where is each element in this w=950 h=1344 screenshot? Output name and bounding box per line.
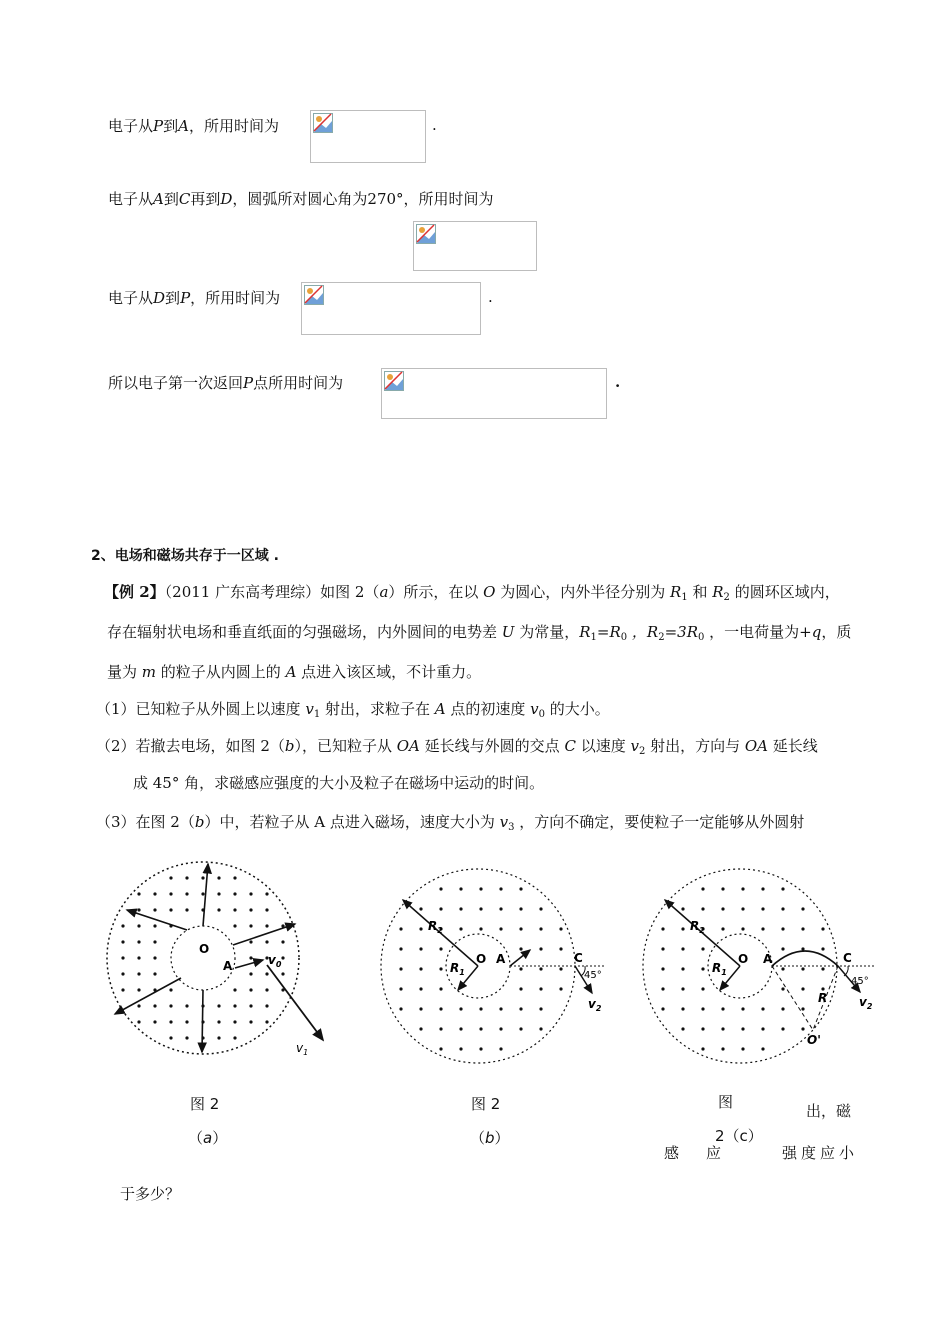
field-dot bbox=[169, 892, 172, 895]
field-dot bbox=[233, 892, 236, 895]
field-dot bbox=[249, 1004, 252, 1007]
field-dot bbox=[185, 908, 188, 911]
field-dot bbox=[439, 1047, 442, 1050]
field-dot bbox=[701, 887, 704, 890]
example-line-2: 存在辐射状电场和垂直纸面的匀强磁场，内外圆间的电势差 U 为常量，$R_1=R_0$ ，$R_2=3R_0$ ，一电荷量为+q，质 bbox=[107, 623, 852, 643]
question-3-cont-2c: 强度应小 bbox=[782, 1144, 859, 1162]
field-dot bbox=[137, 1020, 140, 1023]
field-dot bbox=[419, 967, 422, 970]
field-dot bbox=[233, 924, 236, 927]
field-dot bbox=[741, 927, 744, 930]
field-dot bbox=[479, 1007, 482, 1010]
field-dot bbox=[137, 956, 140, 959]
field-dot bbox=[137, 972, 140, 975]
field-dot bbox=[519, 1007, 522, 1010]
field-dot bbox=[201, 892, 204, 895]
period-3: . bbox=[488, 288, 493, 306]
field-dot bbox=[781, 907, 784, 910]
field-dot bbox=[439, 1007, 442, 1010]
label-C: C bbox=[843, 951, 852, 965]
field-dot bbox=[459, 1027, 462, 1030]
period-4: . bbox=[615, 373, 621, 391]
field-dot bbox=[801, 1007, 804, 1010]
field-dot bbox=[761, 907, 764, 910]
question-3-cont-3: 于多少？ bbox=[120, 1185, 181, 1203]
field-dot bbox=[399, 1007, 402, 1010]
field-dot bbox=[681, 1027, 684, 1030]
label-R1: $R_1$ bbox=[450, 961, 465, 977]
field-dot bbox=[499, 887, 502, 890]
field-dot bbox=[701, 907, 704, 910]
field-dot bbox=[479, 927, 482, 930]
question-2-cont: 成 45° 角，求磁感应强度的大小及粒子在磁场中运动的时间。 bbox=[133, 774, 545, 792]
label-O: O bbox=[199, 942, 210, 956]
field-dot bbox=[479, 1047, 482, 1050]
field-dot bbox=[153, 1004, 156, 1007]
broken-image-icon bbox=[304, 285, 324, 305]
label-45: 45° bbox=[851, 976, 869, 987]
field-dot bbox=[559, 987, 562, 990]
field-dot bbox=[781, 887, 784, 890]
field-dot bbox=[249, 924, 252, 927]
field-dot bbox=[419, 927, 422, 930]
field-dot bbox=[265, 892, 268, 895]
caption-c-1: 图 bbox=[718, 1093, 734, 1111]
field-dot bbox=[121, 940, 124, 943]
field-dot bbox=[399, 967, 402, 970]
formula-image-3 bbox=[301, 282, 481, 335]
field-dot bbox=[681, 907, 684, 910]
field-dot bbox=[499, 907, 502, 910]
field-dot bbox=[539, 947, 542, 950]
field-dot bbox=[153, 956, 156, 959]
caption-c-2: 2（c） bbox=[715, 1127, 763, 1145]
field-dot bbox=[265, 972, 268, 975]
example-line-3: 量为 m 的粒子从内圆上的 A 点进入该区域，不计重力。 bbox=[107, 663, 482, 681]
line-3: 电子从D到P，所用时间为 bbox=[108, 289, 281, 307]
field-dot bbox=[741, 907, 744, 910]
field-dot bbox=[801, 987, 804, 990]
field-dot bbox=[153, 908, 156, 911]
field-dot bbox=[265, 1020, 268, 1023]
field-dot bbox=[249, 1020, 252, 1023]
field-dot bbox=[217, 1020, 220, 1023]
field-dot bbox=[217, 1036, 220, 1039]
field-dot bbox=[539, 987, 542, 990]
field-dot bbox=[153, 892, 156, 895]
field-dot bbox=[201, 876, 204, 879]
figure-2a bbox=[95, 850, 325, 1080]
label-R1: $R_1$ bbox=[712, 961, 727, 977]
field-dot bbox=[249, 956, 252, 959]
field-dot bbox=[281, 956, 284, 959]
field-dot bbox=[185, 1020, 188, 1023]
field-dot bbox=[153, 1020, 156, 1023]
field-dot bbox=[233, 1020, 236, 1023]
field-dot bbox=[479, 1027, 482, 1030]
field-dot bbox=[801, 967, 804, 970]
field-dot bbox=[721, 927, 724, 930]
field-dot bbox=[801, 907, 804, 910]
broken-image-icon bbox=[313, 113, 333, 133]
label-R: R bbox=[818, 991, 828, 1005]
field-dot bbox=[233, 876, 236, 879]
question-1: （1）已知粒子从外圆上以速度 $v_1$ 射出，求粒子在 A 点的初速度 $v_0$ 的大小。 bbox=[96, 700, 610, 720]
field-dot bbox=[781, 967, 784, 970]
field-dot bbox=[153, 972, 156, 975]
field-dot bbox=[419, 907, 422, 910]
label-v1: $v_1$ bbox=[296, 1041, 309, 1057]
field-dot bbox=[137, 988, 140, 991]
field-dot bbox=[559, 947, 562, 950]
field-dot bbox=[519, 967, 522, 970]
field-dot bbox=[137, 940, 140, 943]
field-dot bbox=[169, 988, 172, 991]
field-dot bbox=[419, 1027, 422, 1030]
caption-a-2: （a） bbox=[188, 1129, 228, 1147]
field-dot bbox=[419, 1007, 422, 1010]
field-dot bbox=[761, 1007, 764, 1010]
field-dot bbox=[681, 927, 684, 930]
field-dot bbox=[459, 927, 462, 930]
question-3: （3）在图 2（b）中，若粒子从 A 点进入磁场，速度大小为 $v_3$ ，方向不确定，要使粒子一定能够从外圆射 bbox=[96, 813, 805, 833]
label-C: C bbox=[574, 951, 583, 965]
field-dot bbox=[741, 887, 744, 890]
field-dot bbox=[721, 1027, 724, 1030]
field-dot bbox=[519, 907, 522, 910]
figure-2b bbox=[370, 860, 640, 1075]
field-dot bbox=[681, 1007, 684, 1010]
field-dot bbox=[539, 927, 542, 930]
field-dot bbox=[169, 1004, 172, 1007]
field-dot bbox=[781, 1007, 784, 1010]
field-dot bbox=[761, 1027, 764, 1030]
trajectory-arc bbox=[772, 951, 838, 966]
formula-image-2 bbox=[413, 221, 537, 271]
field-dot bbox=[539, 1007, 542, 1010]
field-dot bbox=[281, 940, 284, 943]
field-dot bbox=[233, 988, 236, 991]
field-dot bbox=[499, 1007, 502, 1010]
question-3-cont-2b: 应 bbox=[706, 1144, 722, 1162]
field-dot bbox=[519, 887, 522, 890]
field-dot bbox=[701, 987, 704, 990]
label-v0: $v_0$ bbox=[268, 953, 282, 969]
field-dot bbox=[137, 1004, 140, 1007]
field-dot bbox=[781, 927, 784, 930]
field-dot bbox=[801, 947, 804, 950]
field-dot bbox=[265, 988, 268, 991]
field-dot bbox=[121, 972, 124, 975]
line-4: 所以电子第一次返回P点所用时间为 bbox=[108, 374, 344, 392]
field-dot bbox=[399, 927, 402, 930]
label-v2: $v_2$ bbox=[859, 995, 873, 1011]
field-dot bbox=[249, 988, 252, 991]
field-dot bbox=[169, 1020, 172, 1023]
field-dot bbox=[519, 1027, 522, 1030]
field-dot bbox=[781, 947, 784, 950]
field-dot bbox=[169, 1036, 172, 1039]
field-dot bbox=[169, 908, 172, 911]
field-dot bbox=[121, 988, 124, 991]
label-A: A bbox=[496, 952, 506, 966]
field-dot bbox=[121, 956, 124, 959]
field-dot bbox=[701, 1027, 704, 1030]
field-dot bbox=[681, 947, 684, 950]
field-dot bbox=[265, 908, 268, 911]
field-dot bbox=[721, 1047, 724, 1050]
field-dot bbox=[821, 947, 824, 950]
question-3-cont-2a: 感 bbox=[664, 1144, 680, 1162]
question-2: （2）若撤去电场，如图 2（b），已知粒子从 OA 延长线与外圆的交点 C 以速度 $v_2$ 射出，方向与 OA 延长线 bbox=[96, 737, 818, 757]
field-dot bbox=[801, 927, 804, 930]
field-dot bbox=[479, 907, 482, 910]
field-dot bbox=[459, 887, 462, 890]
field-dot bbox=[781, 1027, 784, 1030]
field-dot bbox=[153, 924, 156, 927]
field-dot bbox=[479, 887, 482, 890]
field-dot bbox=[781, 987, 784, 990]
field-dot bbox=[233, 1004, 236, 1007]
field-dot bbox=[439, 987, 442, 990]
field-dot bbox=[721, 1007, 724, 1010]
field-dot bbox=[821, 967, 824, 970]
broken-image-icon bbox=[416, 224, 436, 244]
label-O: O bbox=[476, 952, 487, 966]
field-dot bbox=[741, 1027, 744, 1030]
field-dot bbox=[217, 1004, 220, 1007]
field-dot bbox=[741, 1007, 744, 1010]
field-dot bbox=[249, 908, 252, 911]
field-dot bbox=[681, 987, 684, 990]
field-dot bbox=[499, 927, 502, 930]
field-dot bbox=[701, 1047, 704, 1050]
field-dot bbox=[439, 967, 442, 970]
field-dot bbox=[721, 907, 724, 910]
field-dot bbox=[741, 1047, 744, 1050]
field-dot bbox=[265, 940, 268, 943]
field-dot bbox=[419, 987, 422, 990]
field-dot bbox=[233, 908, 236, 911]
field-dot bbox=[217, 908, 220, 911]
field-dot bbox=[439, 907, 442, 910]
field-dot bbox=[539, 967, 542, 970]
field-dot bbox=[249, 972, 252, 975]
field-dot bbox=[821, 927, 824, 930]
label-v2: $v_2$ bbox=[588, 997, 602, 1013]
field-dot bbox=[661, 1007, 664, 1010]
field-dot bbox=[499, 1027, 502, 1030]
field-dot bbox=[249, 892, 252, 895]
field-dot bbox=[233, 1036, 236, 1039]
field-dot bbox=[539, 1027, 542, 1030]
field-dot bbox=[281, 972, 284, 975]
field-dot bbox=[439, 887, 442, 890]
caption-b-2: （b） bbox=[470, 1129, 510, 1147]
field-dot bbox=[519, 987, 522, 990]
label-R2: $R_2$ bbox=[428, 919, 443, 935]
field-dot bbox=[153, 940, 156, 943]
line-1: 电子从P到A，所用时间为 bbox=[108, 117, 279, 135]
field-dot bbox=[761, 1047, 764, 1050]
field-dot bbox=[721, 887, 724, 890]
velocity-A bbox=[510, 950, 530, 966]
field-dot bbox=[265, 1004, 268, 1007]
period-1: . bbox=[432, 116, 437, 134]
field-dot bbox=[185, 876, 188, 879]
field-dot bbox=[801, 1027, 804, 1030]
field-dot bbox=[137, 924, 140, 927]
field-dot bbox=[217, 876, 220, 879]
label-O: O bbox=[738, 952, 749, 966]
example-line-1: 【例 2】（2011 广东高考理综）如图 2（a）所示，在以 O 为圆心，内外半径分别为 $R_1$ 和 $R_2$ 的圆环区域内， bbox=[104, 583, 840, 603]
formula-image-4 bbox=[381, 368, 607, 419]
broken-image-icon bbox=[384, 371, 404, 391]
field-dot bbox=[137, 892, 140, 895]
field-dot bbox=[661, 927, 664, 930]
field-dot bbox=[459, 907, 462, 910]
field-dot bbox=[185, 1036, 188, 1039]
field-dot bbox=[519, 947, 522, 950]
section-title: 2、电场和磁场共存于一区域 . bbox=[91, 548, 279, 564]
field-dot bbox=[419, 947, 422, 950]
field-dot bbox=[681, 967, 684, 970]
caption-a-1: 图 2 bbox=[190, 1095, 220, 1113]
field-dot bbox=[761, 887, 764, 890]
caption-b-1: 图 2 bbox=[471, 1095, 501, 1113]
formula-image-1 bbox=[310, 110, 426, 163]
field-dot bbox=[661, 947, 664, 950]
field-dot bbox=[519, 927, 522, 930]
field-dot bbox=[399, 947, 402, 950]
question-3-cont-1: 出，磁 bbox=[806, 1102, 852, 1120]
field-dot bbox=[661, 987, 664, 990]
field-dot bbox=[459, 1007, 462, 1010]
radius-dashed-A bbox=[772, 966, 813, 1030]
field-dot bbox=[217, 892, 220, 895]
figure-2c bbox=[635, 860, 885, 1075]
field-dot bbox=[701, 967, 704, 970]
field-dot bbox=[399, 987, 402, 990]
field-dot bbox=[661, 967, 664, 970]
line-2: 电子从A到C再到D，圆弧所对圆心角为270°，所用时间为 bbox=[108, 190, 494, 208]
field-dot bbox=[439, 1027, 442, 1030]
field-dot bbox=[539, 907, 542, 910]
field-dot bbox=[499, 1047, 502, 1050]
label-A: A bbox=[763, 952, 773, 966]
field-dot bbox=[185, 892, 188, 895]
label-R2: $R_2$ bbox=[690, 919, 705, 935]
label-45: 45° bbox=[584, 970, 602, 981]
field-dot bbox=[439, 947, 442, 950]
inner-circle bbox=[171, 926, 235, 990]
field-dot bbox=[701, 947, 704, 950]
field-dot bbox=[121, 924, 124, 927]
field-dot bbox=[559, 927, 562, 930]
field-dot bbox=[137, 908, 140, 911]
field-dot bbox=[459, 1047, 462, 1050]
field-dot bbox=[249, 940, 252, 943]
field-dot bbox=[265, 924, 268, 927]
label-O-prime: O' bbox=[807, 1033, 821, 1047]
field-dot bbox=[169, 876, 172, 879]
label-A: A bbox=[223, 959, 233, 973]
field-dot bbox=[761, 927, 764, 930]
field-dot bbox=[701, 1007, 704, 1010]
field-dot bbox=[559, 967, 562, 970]
field-dot bbox=[185, 1004, 188, 1007]
